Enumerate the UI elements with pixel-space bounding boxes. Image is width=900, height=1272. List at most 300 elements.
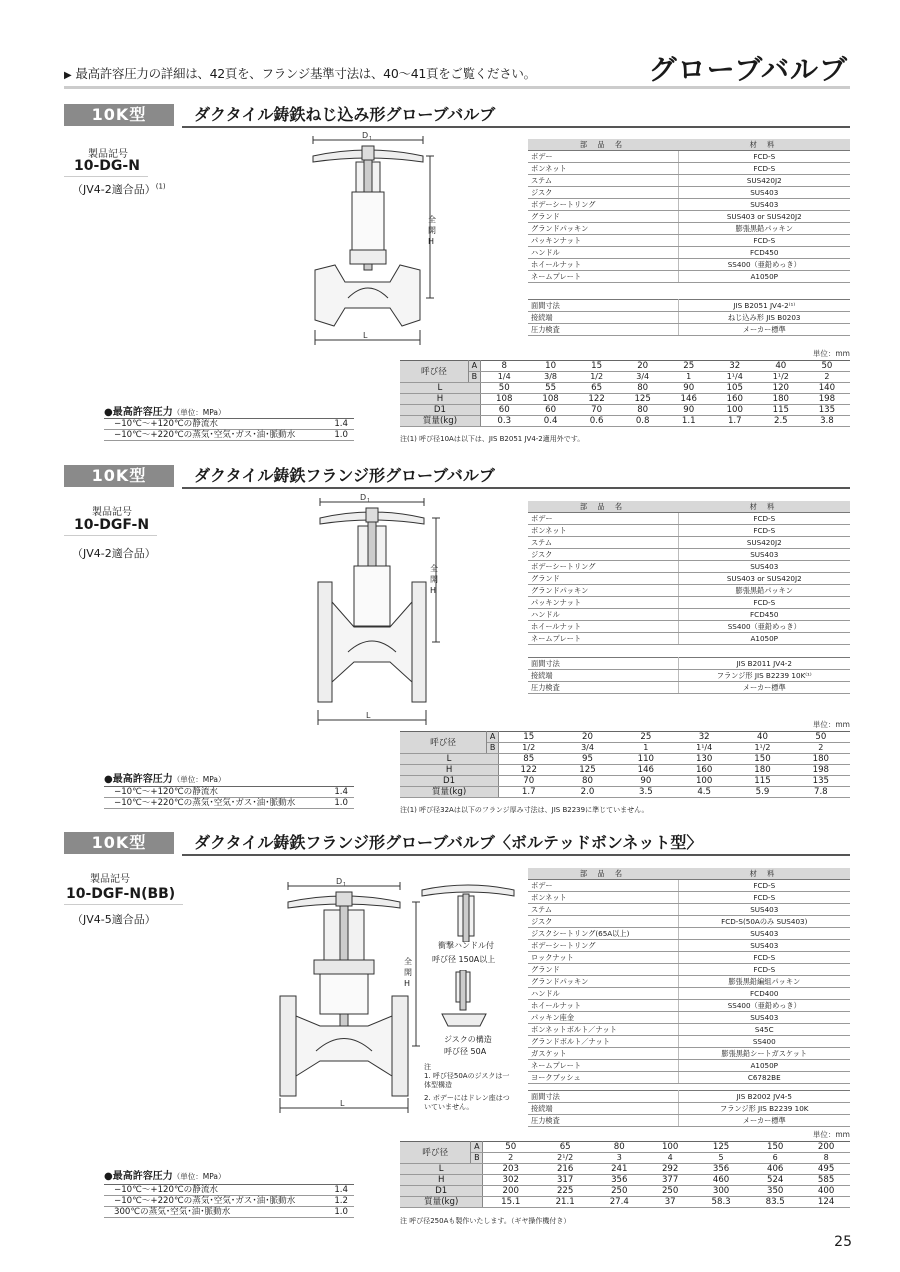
table-cell: ボデーシートリング: [528, 561, 678, 573]
impact-handle-size: 呼び径 150A以上: [432, 955, 496, 964]
table-cell: 32: [712, 361, 758, 372]
table-row: [528, 324, 850, 336]
header-note: ▶ 最高許容圧力の詳細は、42頁を、フランジ基準寸法は、40～41頁をご覧ください。: [64, 66, 536, 81]
table-cell: FCD-S: [678, 597, 850, 609]
table-cell: SUS403: [678, 187, 850, 199]
table-cell: フランジ形 JIS B2239 10K: [678, 1103, 850, 1115]
table-cell: 材 料: [678, 139, 850, 151]
section-2-header: [64, 465, 850, 487]
table-cell: 材 料: [678, 501, 850, 513]
section-3-header: [64, 832, 850, 854]
impact-handle-drawing: [418, 880, 518, 942]
table-cell: 292: [646, 1164, 694, 1175]
table-row: [528, 199, 850, 211]
table-row: [400, 1164, 850, 1175]
table-cell: パッキンナット: [528, 235, 678, 247]
table-cell: 135: [792, 776, 850, 787]
table-cell: 2: [483, 1153, 538, 1164]
table-cell: B: [471, 1153, 483, 1164]
table-cell: 40: [758, 361, 804, 372]
table-cell: −10℃～+120℃の静流水: [104, 1185, 314, 1196]
pressure-title: ●最高許容圧力（単位：MPa）: [104, 407, 226, 418]
table-cell: SUS403 or SUS420J2: [678, 573, 850, 585]
title-rule: [64, 86, 850, 89]
table-cell: 呼び径: [400, 732, 487, 754]
table-cell: 198: [804, 394, 850, 405]
table-cell: 1¹/4: [712, 372, 758, 383]
height-label: 全開H: [404, 957, 412, 988]
table-cell: 356: [592, 1175, 646, 1186]
product-code: 10-DG-N: [64, 158, 148, 177]
table-cell: ロックナット: [528, 952, 678, 964]
table-cell: 1.4: [314, 419, 354, 430]
table-cell: 圧力検査: [528, 324, 678, 336]
standard-note: （JV4-2適合品）$^{(1)}$: [72, 182, 166, 196]
table-cell: ハンドル: [528, 609, 678, 621]
table-cell: 122: [499, 765, 559, 776]
table-cell: ジスク: [528, 916, 678, 928]
table-cell: 32: [675, 732, 733, 743]
table-cell: D1: [400, 776, 499, 787]
footnote: 注(1) 呼び径32Aは以下のフランジ厚み寸法は、JIS B2239に準じていません。: [400, 806, 649, 814]
svg-text:1: 1: [369, 136, 373, 142]
table-cell: A: [468, 361, 480, 372]
pressure-table-2: [104, 786, 354, 809]
table-cell: 1/2: [574, 372, 620, 383]
table-row: [528, 1000, 850, 1012]
table-row: [400, 765, 850, 776]
table-row: [528, 964, 850, 976]
table-cell: 100: [712, 405, 758, 416]
table-cell: ネームプレート: [528, 1060, 678, 1072]
table-cell: 80: [592, 1142, 646, 1153]
table-cell: 部 品 名: [528, 139, 678, 151]
table-cell: FCD-S: [678, 952, 850, 964]
table-cell: 27.4: [592, 1197, 646, 1208]
table-cell: 3/4: [558, 743, 616, 754]
table-cell: A: [471, 1142, 483, 1153]
specs-table-3: [528, 1090, 850, 1127]
table-cell: 25: [617, 732, 675, 743]
table-row: [104, 1185, 354, 1196]
table-row: [528, 1103, 850, 1115]
table-row: [528, 187, 850, 199]
table-cell: 180: [733, 765, 791, 776]
table-row: [104, 787, 354, 798]
table-cell: 70: [499, 776, 559, 787]
pressure-table-3: [104, 1184, 354, 1218]
table-cell: 495: [802, 1164, 850, 1175]
table-cell: L: [400, 383, 480, 394]
table-row: [400, 383, 850, 394]
table-row: [528, 300, 850, 312]
table-cell: 1: [617, 743, 675, 754]
table-cell: 8: [802, 1153, 850, 1164]
table-cell: 100: [675, 776, 733, 787]
table-cell: メーカー標準: [678, 324, 850, 336]
table-row: [528, 1072, 850, 1084]
table-row: [104, 798, 354, 809]
table-row: [528, 1060, 850, 1072]
table-cell: 130: [675, 754, 733, 765]
table-cell: 0.3: [480, 416, 527, 427]
table-cell: 58.3: [694, 1197, 748, 1208]
product-code: 10-DGF-N: [64, 517, 157, 536]
table-cell: 108: [528, 394, 574, 405]
table-cell: 146: [617, 765, 675, 776]
table-cell: B: [487, 743, 499, 754]
table-cell: 203: [483, 1164, 538, 1175]
svg-text:L: L: [366, 711, 371, 720]
table-cell: −10℃～+220℃の蒸気･空気･ガス･油･脈動水: [104, 798, 314, 809]
table-cell: SUS403: [678, 904, 850, 916]
svg-text:D: D: [336, 877, 343, 886]
table-cell: 質量(kg): [400, 1197, 483, 1208]
table-cell: 250: [592, 1186, 646, 1197]
table-cell: 1.2: [314, 1196, 354, 1207]
table-cell: 40: [733, 732, 791, 743]
table-cell: A1050P: [678, 633, 850, 645]
table-cell: JIS B2051 JV4-2⁽¹⁾: [678, 300, 850, 312]
table-cell: 85: [499, 754, 559, 765]
table-row: [528, 573, 850, 585]
table-cell: グランド: [528, 211, 678, 223]
table-row: [528, 1091, 850, 1103]
table-cell: ホイールナット: [528, 1000, 678, 1012]
table-cell: B: [468, 372, 480, 383]
table-cell: 1¹/2: [758, 372, 804, 383]
table-cell: SS400（亜鉛めっき）: [678, 259, 850, 271]
table-cell: −10℃～+220℃の蒸気･空気･ガス･油･脈動水: [104, 430, 314, 441]
table-cell: 83.5: [748, 1197, 802, 1208]
table-row: [528, 259, 850, 271]
table-row: [104, 1207, 354, 1218]
footnote: 注(1) 呼び径10Aは以下は、JIS B2051 JV4-2適用外です。: [400, 435, 585, 443]
table-row: [528, 976, 850, 988]
svg-text:1: 1: [367, 498, 371, 504]
table-cell: 接続端: [528, 670, 678, 682]
unit-label: 単位：mm: [812, 720, 850, 729]
table-cell: 100: [646, 1142, 694, 1153]
table-row: [400, 754, 850, 765]
table-cell: FCD-S: [678, 151, 850, 163]
table-row: [528, 163, 850, 175]
table-cell: 150: [733, 754, 791, 765]
table-cell: ネームプレート: [528, 633, 678, 645]
table-cell: 60: [528, 405, 574, 416]
table-cell: パッキン座金: [528, 1012, 678, 1024]
table-cell: 2.0: [558, 787, 616, 798]
table-cell: 接続端: [528, 312, 678, 324]
table-cell: −10℃～+120℃の静流水: [104, 787, 314, 798]
table-cell: 105: [712, 383, 758, 394]
table-cell: 80: [620, 405, 666, 416]
table-cell: 膨張黒鉛編組パッキン: [678, 976, 850, 988]
table-cell: 1/2: [499, 743, 559, 754]
table-row: [528, 585, 850, 597]
table-row: [400, 394, 850, 405]
table-row: [528, 223, 850, 235]
table-cell: SUS420J2: [678, 175, 850, 187]
table-cell: 50: [792, 732, 850, 743]
table-cell: 180: [758, 394, 804, 405]
table-cell: SUS403: [678, 928, 850, 940]
table-cell: 3.8: [804, 416, 850, 427]
table-cell: 241: [592, 1164, 646, 1175]
table-cell: 110: [617, 754, 675, 765]
table-cell: 0.4: [528, 416, 574, 427]
table-cell: H: [400, 1175, 483, 1186]
table-cell: SUS403 or SUS420J2: [678, 211, 850, 223]
table-cell: 材 料: [678, 868, 850, 880]
table-cell: 460: [694, 1175, 748, 1186]
table-cell: FCD-S: [678, 235, 850, 247]
table-cell: FCD-S(50Aのみ SUS403): [678, 916, 850, 928]
table-cell: ジスク: [528, 187, 678, 199]
table-cell: パッキンナット: [528, 597, 678, 609]
table-cell: 3.5: [617, 787, 675, 798]
table-cell: 225: [538, 1186, 592, 1197]
side-note-2: 2. ボデーにはドレン座はついていません。: [424, 1094, 510, 1111]
dimensions-table-2: [400, 731, 850, 798]
table-cell: 25: [666, 361, 712, 372]
table-cell: 1¹/4: [675, 743, 733, 754]
table-row: [528, 151, 850, 163]
table-cell: FCD-S: [678, 964, 850, 976]
valve-drawing-screwed: [290, 130, 450, 350]
valve-drawing-bolted-bonnet: [268, 876, 428, 1116]
table-cell: SS400（亜鉛めっき）: [678, 621, 850, 633]
specs-table-2: [528, 657, 850, 694]
table-cell: 300: [694, 1186, 748, 1197]
table-cell: 1.4: [314, 787, 354, 798]
materials-table-2: [528, 501, 850, 645]
table-cell: ホイールナット: [528, 621, 678, 633]
table-cell: 3: [592, 1153, 646, 1164]
table-cell: 1/4: [480, 372, 527, 383]
table-cell: ハンドル: [528, 988, 678, 1000]
table-cell: 膨張黒鉛パッキン: [678, 223, 850, 235]
table-cell: ボデー: [528, 151, 678, 163]
table-cell: 585: [802, 1175, 850, 1186]
table-row: [104, 1196, 354, 1207]
table-row: [528, 1036, 850, 1048]
table-cell: L: [400, 1164, 483, 1175]
table-cell: 125: [558, 765, 616, 776]
table-cell: 80: [558, 776, 616, 787]
dimensions-table-3: [400, 1141, 850, 1208]
table-cell: 接続端: [528, 1103, 678, 1115]
table-cell: 180: [792, 754, 850, 765]
table-cell: ねじ込み形 JIS B0203: [678, 312, 850, 324]
table-cell: 200: [802, 1142, 850, 1153]
table-row: [528, 1024, 850, 1036]
table-cell: FCD-S: [678, 513, 850, 525]
disc-structure-size: 呼び径 50A: [444, 1047, 487, 1056]
table-row: [528, 658, 850, 670]
height-label: 全開H: [428, 215, 436, 246]
table-cell: D1: [400, 405, 480, 416]
height-label: 全開H: [430, 564, 438, 595]
pressure-title: ●最高許容圧力（単位：MPa）: [104, 1171, 226, 1182]
table-cell: SS400（亜鉛めっき）: [678, 1000, 850, 1012]
footnote: 注 呼び径250Aも製作いたします。（ギヤ操作機付き）: [400, 1217, 571, 1225]
table-cell: FCD-S: [678, 525, 850, 537]
table-cell: グランド: [528, 573, 678, 585]
table-row: [528, 609, 850, 621]
table-cell: ステム: [528, 904, 678, 916]
table-row: [528, 312, 850, 324]
table-cell: ボンネット: [528, 525, 678, 537]
table-cell: ハンドル: [528, 247, 678, 259]
table-row: [400, 787, 850, 798]
table-cell: グランドパッキン: [528, 585, 678, 597]
table-cell: 80: [620, 383, 666, 394]
table-cell: 部 品 名: [528, 868, 678, 880]
standard-note: （JV4-5適合品）: [72, 913, 156, 926]
standard-note: （JV4-2適合品）: [72, 547, 156, 560]
table-cell: 90: [617, 776, 675, 787]
table-cell: 圧力検査: [528, 682, 678, 694]
table-cell: 4.5: [675, 787, 733, 798]
table-cell: 95: [558, 754, 616, 765]
table-cell: 0.8: [620, 416, 666, 427]
table-cell: 10: [528, 361, 574, 372]
table-cell: 2: [792, 743, 850, 754]
section-1-name: ダクタイル鋳鉄ねじ込み形グローブバルブ: [194, 105, 496, 124]
table-cell: 377: [646, 1175, 694, 1186]
table-cell: ステム: [528, 537, 678, 549]
table-cell: ボンネットボルト／ナット: [528, 1024, 678, 1036]
table-row: [528, 621, 850, 633]
table-cell: A1050P: [678, 271, 850, 283]
materials-table-3: [528, 868, 850, 1084]
table-cell: FCD400: [678, 988, 850, 1000]
table-cell: 7.8: [792, 787, 850, 798]
table-cell: JIS B2011 JV4-2: [678, 658, 850, 670]
svg-text:L: L: [340, 1099, 345, 1108]
table-cell: 8: [480, 361, 527, 372]
table-cell: 質量(kg): [400, 787, 499, 798]
table-cell: 90: [666, 405, 712, 416]
table-cell: 2.5: [758, 416, 804, 427]
table-cell: SUS403: [678, 561, 850, 573]
table-cell: 125: [620, 394, 666, 405]
table-cell: 50: [480, 383, 527, 394]
table-cell: 65: [574, 383, 620, 394]
table-row: [528, 880, 850, 892]
table-row: [400, 1186, 850, 1197]
table-cell: 1.0: [314, 430, 354, 441]
product-code-label: 製品記号: [92, 507, 132, 518]
table-cell: H: [400, 394, 480, 405]
table-cell: グランドパッキン: [528, 223, 678, 235]
svg-text:1: 1: [343, 882, 347, 888]
specs-table-1: [528, 299, 850, 336]
table-cell: 65: [538, 1142, 592, 1153]
table-cell: 1.7: [712, 416, 758, 427]
table-cell: グランドボルト／ナット: [528, 1036, 678, 1048]
table-cell: 350: [748, 1186, 802, 1197]
table-cell: 膨張黒鉛パッキン: [678, 585, 850, 597]
table-cell: 135: [804, 405, 850, 416]
table-cell: 250: [646, 1186, 694, 1197]
table-cell: グランド: [528, 964, 678, 976]
table-cell: ヨークブッシュ: [528, 1072, 678, 1084]
table-cell: 15: [574, 361, 620, 372]
table-cell: 0.6: [574, 416, 620, 427]
table-cell: FCD450: [678, 247, 850, 259]
impact-handle-note: 衝撃ハンドル付: [438, 941, 494, 950]
section-3-tag: 10K型: [64, 832, 174, 854]
valve-drawing-flanged: [298, 492, 448, 727]
table-cell: メーカー標準: [678, 682, 850, 694]
table-cell: 216: [538, 1164, 592, 1175]
table-cell: 146: [666, 394, 712, 405]
table-cell: ボンネット: [528, 892, 678, 904]
table-cell: 317: [538, 1175, 592, 1186]
table-cell: L: [400, 754, 499, 765]
svg-text:L: L: [363, 331, 368, 340]
table-cell: 200: [483, 1186, 538, 1197]
table-cell: 356: [694, 1164, 748, 1175]
table-row: [528, 537, 850, 549]
table-cell: 20: [558, 732, 616, 743]
table-row: [528, 175, 850, 187]
table-cell: ボンネット: [528, 163, 678, 175]
table-cell: グランドパッキン: [528, 976, 678, 988]
table-cell: 1.1: [666, 416, 712, 427]
product-code-label: 製品記号: [88, 149, 128, 160]
table-cell: 2¹/2: [538, 1153, 592, 1164]
page-title: グローブバルブ: [648, 53, 848, 86]
table-row: [528, 904, 850, 916]
table-row: [528, 682, 850, 694]
table-cell: 3/8: [528, 372, 574, 383]
table-cell: 呼び径: [400, 1142, 471, 1164]
table-cell: 21.1: [538, 1197, 592, 1208]
table-row: [528, 916, 850, 928]
page-number: 25: [834, 1234, 852, 1250]
table-cell: 406: [748, 1164, 802, 1175]
unit-label: 単位：mm: [812, 1130, 850, 1139]
table-cell: 1: [666, 372, 712, 383]
table-row: [528, 670, 850, 682]
table-row: [528, 271, 850, 283]
table-cell: SUS403: [678, 199, 850, 211]
table-cell: 122: [574, 394, 620, 405]
table-row: [400, 416, 850, 427]
table-cell: 3/4: [620, 372, 666, 383]
table-cell: 302: [483, 1175, 538, 1186]
table-cell: 37: [646, 1197, 694, 1208]
table-cell: 20: [620, 361, 666, 372]
table-row: [528, 988, 850, 1000]
table-row: [528, 597, 850, 609]
table-cell: 400: [802, 1186, 850, 1197]
table-cell: 15.1: [483, 1197, 538, 1208]
table-row: [528, 549, 850, 561]
table-row: [528, 561, 850, 573]
table-cell: 15: [499, 732, 559, 743]
svg-text:D: D: [360, 493, 367, 502]
table-cell: 160: [712, 394, 758, 405]
table-cell: 160: [675, 765, 733, 776]
table-cell: 124: [802, 1197, 850, 1208]
table-cell: D1: [400, 1186, 483, 1197]
table-cell: 50: [804, 361, 850, 372]
table-cell: 5: [694, 1153, 748, 1164]
